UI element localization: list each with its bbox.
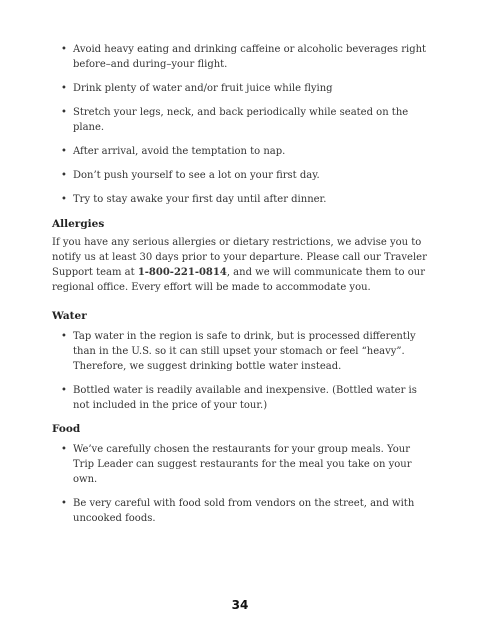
bullet-icon: •	[61, 498, 67, 509]
food-list	[58, 442, 432, 526]
bullet-icon: •	[61, 83, 67, 94]
list-item: • Try to stay awake your first day until after dinner.	[61, 194, 327, 205]
bullet-icon: •	[61, 444, 67, 455]
page-number: 34	[231, 598, 249, 612]
food-section	[52, 422, 432, 526]
bullet-icon: •	[61, 44, 67, 55]
bullet-icon: •	[61, 107, 67, 118]
list-item: • Avoid heavy eating and drinking caffeine or alcoholic beverages right before–and during–your flight.	[61, 44, 427, 70]
allergies-heading: Allergies	[52, 218, 105, 230]
list-item: • Stretch your legs, neck, and back periodically while seated on the plane.	[61, 107, 409, 133]
page-content	[52, 42, 432, 535]
list-item: • Bottled water is readily available and inexpensive. (Bottled water is not included in the price of your tour.)	[61, 385, 417, 411]
bullet-icon: •	[61, 385, 67, 396]
allergies-section	[52, 217, 432, 295]
list-item: • Drink plenty of water and/or fruit juice while flying	[61, 83, 333, 94]
travel-tips-list	[58, 42, 432, 207]
list-item: • Don’t push yourself to see a lot on your first day.	[61, 170, 320, 181]
list-item: • After arrival, avoid the temptation to nap.	[61, 146, 286, 157]
water-list	[58, 329, 432, 413]
list-item: • Tap water in the region is safe to drink, but is processed differently than in the U.S. so it can still upset your stomach or feel “heavy”. Therefore, we suggest drinking bottle water instead.	[61, 331, 416, 372]
allergies-paragraph: If you have any serious allergies or dietary restrictions, we advise you to notify us at least 30 days prior to your departure. Please call our Traveler Support team at 1-800-221-0814, and we will communicate them to our regional office. Every effort will be made to accommodate you.	[52, 237, 427, 293]
water-heading: Water	[52, 310, 87, 322]
water-section	[52, 309, 432, 413]
bullet-icon: •	[61, 170, 67, 181]
bullet-icon: •	[61, 194, 67, 205]
bullet-icon: •	[61, 146, 67, 157]
bullet-icon: •	[61, 331, 67, 342]
phone-number: 1-800-221-0814	[137, 267, 227, 278]
list-item: • Be very careful with food sold from vendors on the street, and with uncooked foods.	[61, 498, 415, 524]
food-heading: Food	[52, 423, 81, 435]
list-item: • We’ve carefully chosen the restaurants for your group meals. Your Trip Leader can suggest restaurants for the meal you take on your own.	[61, 444, 412, 485]
